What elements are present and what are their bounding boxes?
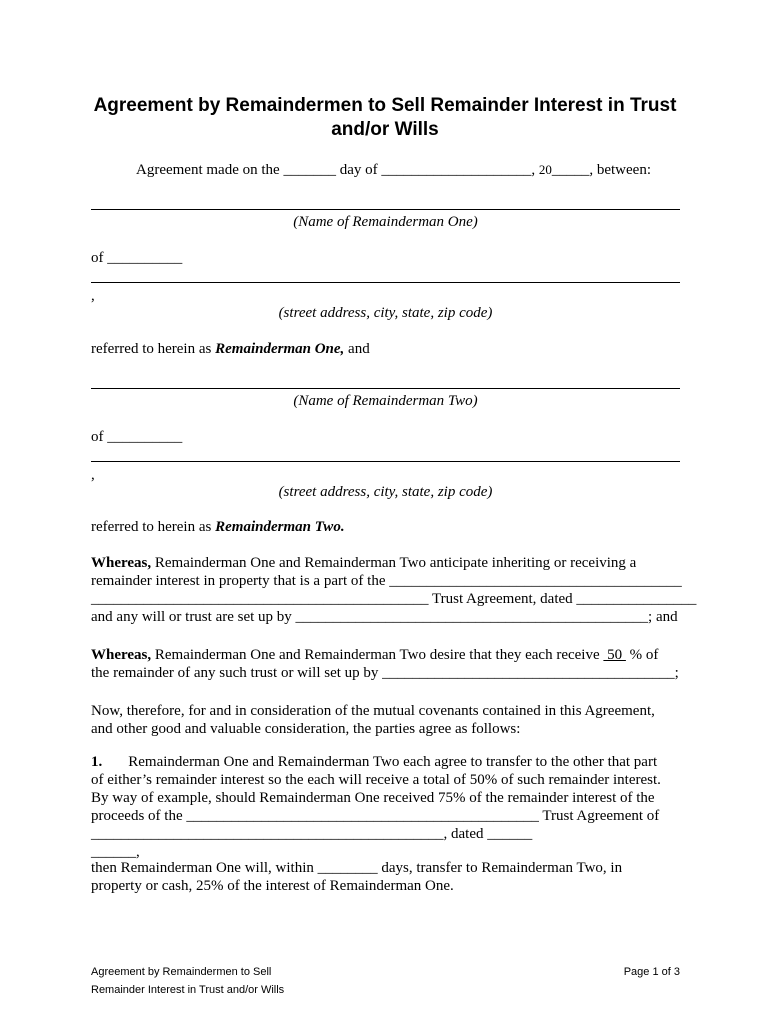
address-two-comma: , (91, 467, 95, 483)
whereas-one-line-2: remainder interest in property that is a part of the _______________________________________ (91, 573, 682, 589)
clause-1-line-8: property or cash, 25% of the interest of Remainderman One. (91, 878, 454, 894)
clause-1-line-7: then Remainderman One will, within ________ days, transfer to Remainderman Two, in (91, 860, 623, 876)
whereas-two-tail: % of (625, 647, 659, 663)
clause-1-line-5: _______________________________________________, dated ______ (91, 826, 533, 842)
clause-1-line-4: proceeds of the _______________________________________________ Trust Agreement of (91, 808, 660, 824)
whereas-one-line-4: and any will or trust are set up by _______________________________________________; and (91, 609, 678, 625)
name-one-signature-line (91, 209, 680, 210)
now-therefore-line-1: Now, therefore, for and in consideration of the mutual covenants contained in this Agreement, (91, 703, 655, 719)
name-one-caption: (Name of Remainderman One) (293, 214, 478, 230)
clause-1-line-1 (91, 753, 657, 771)
whereas-one-lead: Whereas, (91, 555, 152, 571)
clause-1-line-2: of either’s remainder interest so the each will receive a total of 50% of such remainder interest. (91, 772, 661, 788)
address-two-caption: (street address, city, state, zip code) (278, 484, 493, 500)
address-one-comma: , (91, 288, 95, 304)
party-one-of-line: of __________ (91, 250, 183, 266)
referred-two-line (91, 518, 345, 536)
address-one-caption: (street address, city, state, zip code) (278, 305, 493, 321)
remainderman-one-term: Remainderman One, (215, 341, 345, 357)
clause-1-line-3: By way of example, should Remainderman One received 75% of the remainder interest of the (91, 790, 655, 806)
address-two-line (91, 461, 680, 462)
clause-1-number: 1. (91, 754, 103, 770)
intro-line (136, 161, 651, 179)
referred-one-tail: and (344, 341, 370, 357)
whereas-two-line-1 (91, 646, 658, 664)
clause-1-line-6: ______, (91, 844, 140, 860)
footer-title-line-2: Remainder Interest in Trust and/or Wills (91, 984, 285, 996)
whereas-two-text-1: Remainderman One and Remainderman Two desire that they each receive (151, 647, 604, 663)
remainderman-two-term: Remainderman Two. (215, 519, 345, 535)
whereas-one-line-3: _____________________________________________ Trust Agreement, dated ________________ (91, 591, 697, 607)
name-two-caption: (Name of Remainderman Two) (293, 393, 478, 409)
referred-two-text: referred to herein as (91, 519, 216, 535)
document-title: Agreement by Remaindermen to Sell Remainder Interest in Trust and/or Wills (93, 95, 677, 140)
referred-one-text: referred to herein as (91, 341, 216, 357)
clause-1-text-1: Remainderman One and Remainderman Two each agree to transfer to the other that part (128, 754, 658, 770)
address-one-line (91, 282, 680, 283)
intro-year-prefix: 20 (538, 162, 552, 177)
footer-title-line-1: Agreement by Remaindermen to Sell (91, 966, 272, 978)
page-number: Page 1 of 3 (623, 966, 680, 978)
referred-one-line (91, 340, 370, 358)
whereas-two-line-2: the remainder of any such trust or will set up by _______________________________________; (91, 665, 679, 681)
intro-year-blank: _____ (551, 162, 590, 178)
whereas-one-line-1 (91, 554, 636, 572)
party-two-of-line: of __________ (91, 429, 183, 445)
now-therefore-line-2: and other good and valuable consideration, the parties agree as follows: (91, 721, 521, 737)
percent-value: 50 (603, 647, 626, 663)
intro-suffix: , between: (589, 162, 651, 178)
intro-text: Agreement made on the _______ day of ____________________, (136, 162, 539, 178)
name-two-signature-line (91, 388, 680, 389)
whereas-one-text-1: Remainderman One and Remainderman Two anticipate inheriting or receiving a (151, 555, 637, 571)
whereas-two-lead: Whereas, (91, 647, 152, 663)
